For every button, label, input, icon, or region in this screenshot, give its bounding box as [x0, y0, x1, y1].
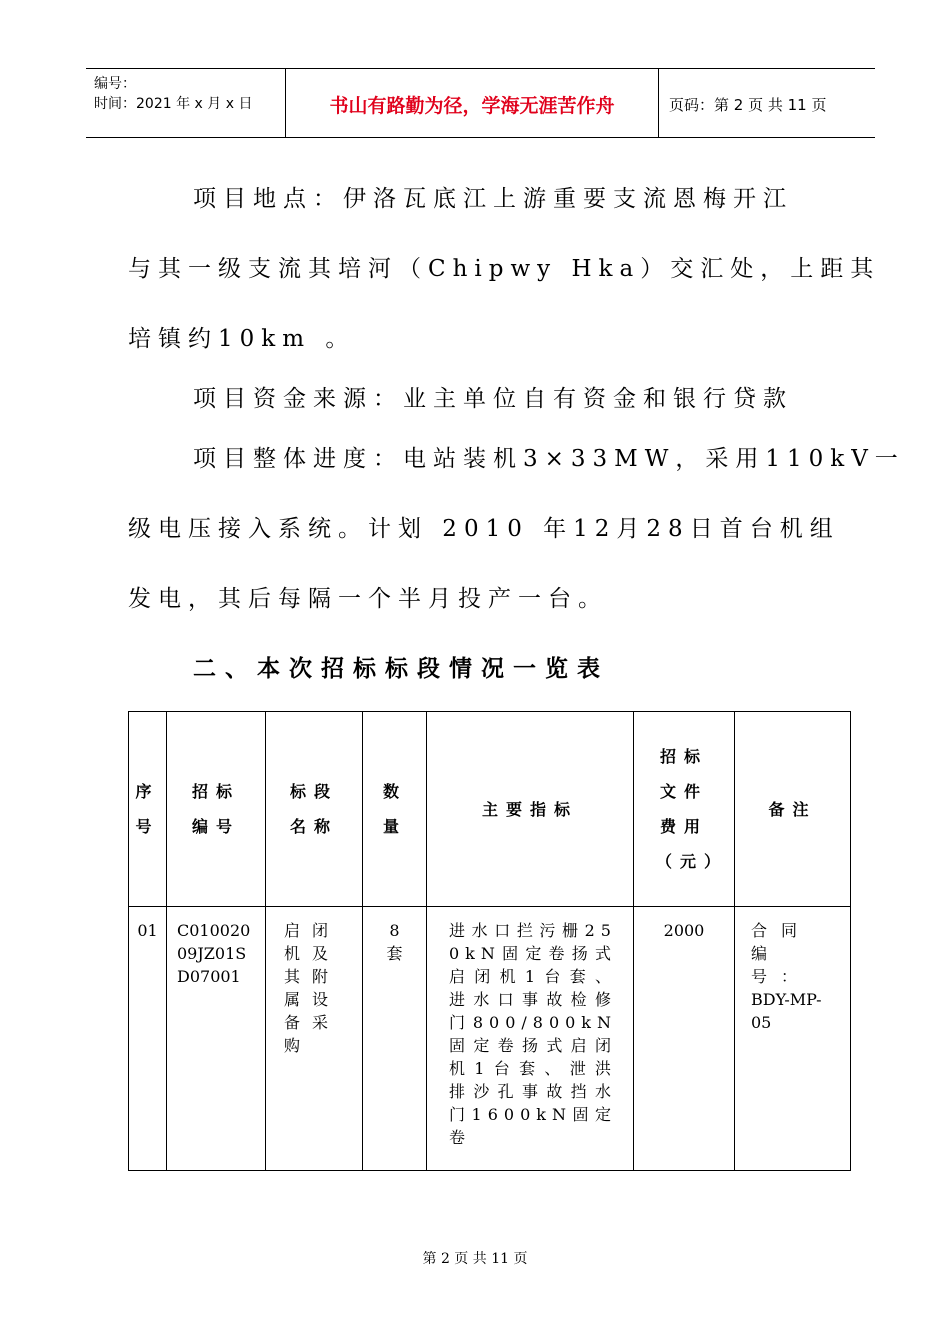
table-row — [129, 907, 851, 1171]
paragraph-line: 发电，其后每隔一个半月投产一台。 — [128, 586, 608, 612]
cell-main-specs: 进水口拦污栅250kN固定卷扬式启闭机1台套、进水口事故检修门800/800kN固定卷扬式启闭机1台套、泄洪排沙孔事故挡水门1600kN固定卷 — [427, 907, 634, 1171]
cell-index: 01 — [129, 907, 167, 1171]
page-number-label: 页码：第 2 页 共 11 页 — [669, 96, 827, 114]
section-title: 二、本次招标标段情况一览表 — [193, 656, 609, 682]
header-meta-cell — [86, 69, 286, 137]
paragraph-line: 项目地点：伊洛瓦底江上游重要支流恩梅开江 — [193, 186, 793, 212]
header-bid-number: 招标编号 — [167, 712, 266, 907]
header-main-specs: 主要指标 — [427, 712, 634, 907]
header-index: 序号 — [129, 712, 167, 907]
motto: 书山有路勤为径，学海无涯苦作舟 — [329, 95, 615, 117]
header-page-cell — [659, 69, 875, 137]
paragraph-line: 与其一级支流其培河（Chipwy Hka）交汇处，上距其 — [128, 256, 881, 282]
cell-bid-number: C01002009JZ01SD07001 — [167, 907, 266, 1171]
header-lot-name: 标段名称 — [266, 712, 363, 907]
serial-label: 编号： — [94, 76, 136, 92]
cell-doc-fee: 2000 — [634, 907, 735, 1171]
cell-quantity: 8套 — [363, 907, 427, 1171]
remarks-contract-label: 合同编号： — [751, 921, 812, 986]
time-label: 时间：2021 年 x 月 x 日 — [94, 96, 253, 112]
header-remarks: 备注 — [735, 712, 851, 907]
header-quantity: 数量 — [363, 712, 427, 907]
page-footer: 第 2 页 共 11 页 — [422, 1251, 528, 1267]
page-header — [86, 68, 875, 138]
table-header-row — [129, 712, 851, 907]
header-motto-cell — [286, 69, 659, 137]
paragraph-line: 项目资金来源：业主单位自有资金和银行贷款 — [193, 386, 793, 412]
paragraph-line: 项目整体进度：电站装机3×33MW，采用110kV一 — [193, 446, 905, 472]
paragraph-line: 培镇约10km 。 — [128, 326, 356, 352]
bid-lots-table — [128, 711, 851, 1171]
cell-lot-name: 启闭机及其附属设备采购 — [266, 907, 363, 1171]
paragraph-line: 级电压接入系统。计划 2010 年12月28日首台机组 — [128, 516, 840, 542]
remarks-contract-number: BDY-MP-05 — [751, 990, 822, 1032]
header-doc-fee: 招标文件费用（元） — [634, 712, 735, 907]
cell-remarks — [735, 907, 851, 1171]
